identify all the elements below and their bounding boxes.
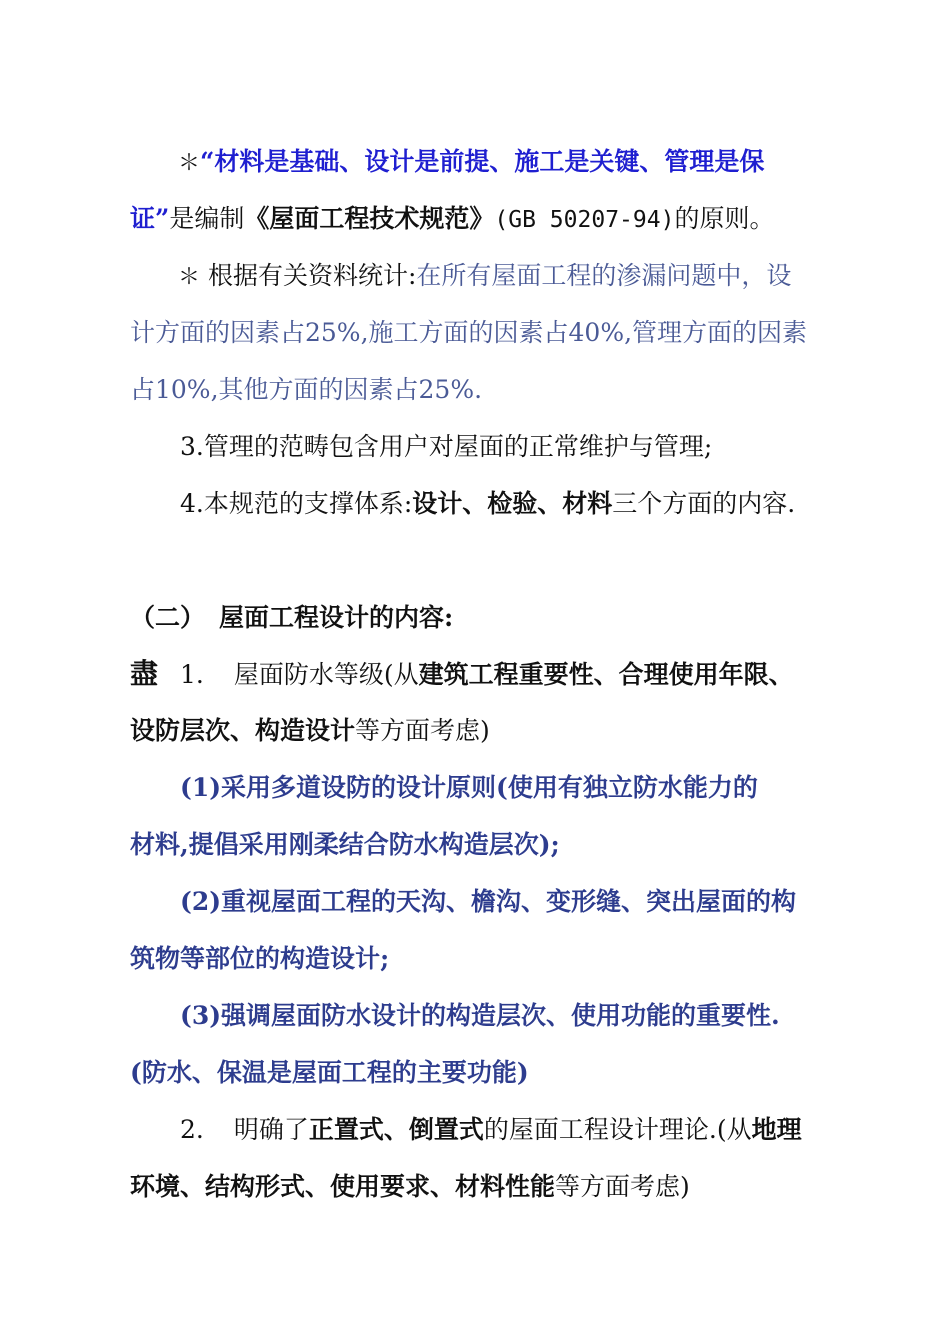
para-2-line-1-rest: 在所有屋面工程的渗漏问题中，设 bbox=[416, 261, 792, 290]
item-2-text-b: 正置式、倒置式 bbox=[308, 1115, 484, 1144]
item-1-glyph: 盡 bbox=[130, 657, 159, 690]
item-1-text-a: 屋面防水等级(从 bbox=[233, 660, 419, 689]
item-1-line-2-rest: 等方面考虑) bbox=[355, 716, 490, 745]
sub-1-line-2: 材料,提倡采用刚柔结合防水构造层次); bbox=[130, 830, 560, 859]
para-1-quote-text: “材料是基础、设计是前提、施工是关键、管理是保 bbox=[200, 147, 765, 176]
para-1-standard-code: (GB 50207-94) bbox=[494, 207, 675, 233]
item-2-text-c: 的屋面工程设计理论.(从 bbox=[483, 1115, 752, 1144]
para-2-lead: 根据有关资料统计: bbox=[207, 261, 417, 290]
item-1-line-1 bbox=[130, 657, 794, 691]
para-2-line-3: 占10%,其他方面的因素占25%. bbox=[130, 375, 483, 404]
para-4 bbox=[180, 487, 795, 521]
item-2-text-a: 明确了 bbox=[233, 1115, 309, 1144]
item-1-line-2 bbox=[130, 714, 490, 748]
item-2-line-2-rest: 等方面考虑) bbox=[555, 1172, 690, 1201]
para-1-end-text: 的原则。 bbox=[674, 204, 775, 233]
para-1-line-2 bbox=[130, 202, 774, 236]
item-1-line-2-bold: 设防层次、构造设计 bbox=[130, 716, 356, 745]
section-heading-number: （二） bbox=[130, 603, 206, 632]
sub-3-line-2: (防水、保温是屋面工程的主要功能) bbox=[130, 1058, 529, 1087]
para-4-prefix: 4.本规范的支撑体系: bbox=[180, 489, 413, 518]
item-2-line-2-bold: 环境、结构形式、使用要求、材料性能 bbox=[130, 1172, 556, 1201]
para-2-line-1 bbox=[178, 259, 791, 293]
item-1-number: 1. bbox=[180, 660, 204, 689]
para-1-mid-text: 是编制 bbox=[169, 204, 245, 233]
para-2-line-2: 计方面的因素占25%,施工方面的因素占40%,管理方面的因素 bbox=[130, 318, 808, 347]
item-2-text-d: 地理 bbox=[751, 1115, 802, 1144]
bullet-star: ＊ bbox=[178, 151, 201, 176]
para-1-book-title: 《屋面工程技术规范》 bbox=[244, 204, 495, 233]
item-2-line-2 bbox=[130, 1170, 690, 1204]
para-4-bold: 设计、检验、材料 bbox=[412, 489, 613, 518]
section-heading bbox=[130, 601, 453, 635]
item-2-number: 2. bbox=[180, 1115, 204, 1144]
para-4-suffix: 三个方面的内容. bbox=[612, 489, 796, 518]
para-3: 3.管理的范畴包含用户对屋面的正常维护与管理; bbox=[180, 432, 713, 461]
para-1-quote-end: 证” bbox=[130, 204, 170, 233]
sub-2-line-2: 筑物等部位的构造设计; bbox=[130, 944, 390, 973]
sub-2-line-1: (2)重视屋面工程的天沟、檐沟、变形缝、突出屋面的构 bbox=[180, 887, 797, 916]
sub-1-line-1: (1)采用多道设防的设计原则(使用有独立防水能力的 bbox=[180, 773, 758, 802]
bullet-star: ＊ bbox=[178, 265, 201, 290]
item-1-text-b: 建筑工程重要性、合理使用年限、 bbox=[418, 660, 794, 689]
para-1-line-1 bbox=[178, 145, 764, 179]
item-2-line-1 bbox=[180, 1113, 802, 1147]
sub-3-line-1: (3)强调屋面防水设计的构造层次、使用功能的重要性. bbox=[180, 1001, 780, 1030]
section-heading-text: 屋面工程设计的内容: bbox=[219, 603, 454, 632]
